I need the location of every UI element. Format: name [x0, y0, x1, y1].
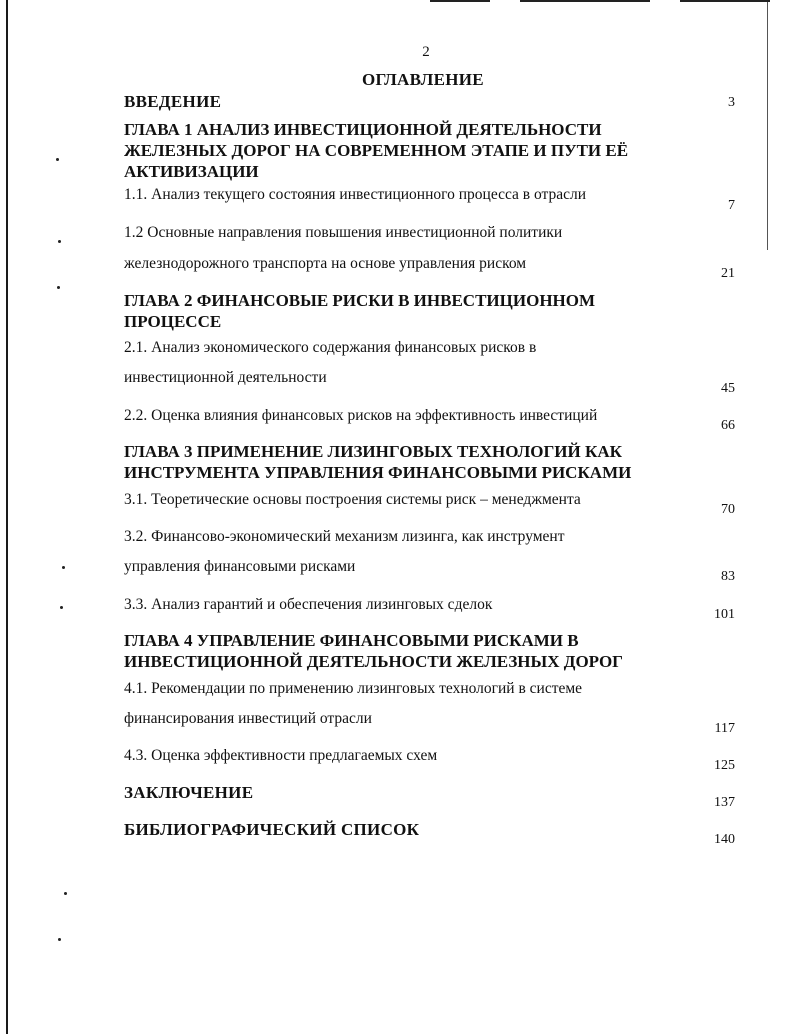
toc-conclusion: ЗАКЛЮЧЕНИЕ: [124, 783, 254, 802]
toc-page-ref: 101: [714, 607, 735, 622]
toc-page-ref: 21: [721, 266, 735, 281]
toc-page-ref: 70: [721, 502, 735, 517]
page-title: ОГЛАВЛЕНИЕ: [362, 70, 484, 89]
toc-page-ref: 140: [714, 832, 735, 847]
toc-section-1-2-line-2: железнодорожного транспорта на основе управления риском: [124, 255, 527, 272]
toc-chapter-2-heading: ГЛАВА 2 ФИНАНСОВЫЕ РИСКИ В ИНВЕСТИЦИОННОМ ПРОЦЕССЕ: [124, 291, 596, 331]
toc-page-ref: 83: [721, 569, 735, 584]
scan-edge-right: [767, 0, 768, 250]
scan-edge-top: [520, 0, 650, 2]
toc-page-ref: 3: [728, 95, 735, 110]
toc-section-4-1-line-1: 4.1. Рекомендации по применению лизинговых технологий в системе: [124, 680, 583, 697]
toc-section-4-1-line-2: финансирования инвестиций отрасли: [124, 710, 372, 727]
toc-section-1-2-line-1: 1.2 Основные направления повышения инвестиционной политики: [124, 224, 563, 241]
scan-edge-top: [680, 0, 770, 2]
scan-edge-top: [430, 0, 490, 2]
toc-page-ref: 117: [714, 721, 735, 736]
toc-section-4-3: 4.3. Оценка эффективности предлагаемых схем: [124, 747, 438, 764]
toc-section-3-2-line-1: 3.2. Финансово-экономический механизм лизинга, как инструмент: [124, 528, 565, 545]
toc-page-ref: 7: [728, 198, 735, 213]
page-number: 2: [422, 44, 430, 60]
toc-section-1-1: 1.1. Анализ текущего состояния инвестиционного процесса в отрасли: [124, 186, 587, 203]
toc-chapter-4-heading: ГЛАВА 4 УПРАВЛЕНИЕ ФИНАНСОВЫМИ РИСКАМИ В ИНВЕСТИЦИОННОЙ ДЕЯТЕЛЬНОСТИ ЖЕЛЕЗНЫХ ДОРОГ: [124, 631, 623, 671]
toc-chapter-3-heading: ГЛАВА 3 ПРИМЕНЕНИЕ ЛИЗИНГОВЫХ ТЕХНОЛОГИЙ КАК ИНСТРУМЕНТА УПРАВЛЕНИЯ ФИНАНСОВЫМИ РИСКАМИ: [124, 442, 632, 482]
scan-speck: [57, 286, 60, 289]
toc-section-2-2: 2.2. Оценка влияния финансовых рисков на эффективность инвестиций: [124, 407, 598, 424]
toc-section-2-1-line-2: инвестиционной деятельности: [124, 369, 327, 386]
toc-page-ref: 125: [714, 758, 735, 773]
toc-chapter-1-heading: ГЛАВА 1 АНАЛИЗ ИНВЕСТИЦИОННОЙ ДЕЯТЕЛЬНОСТИ ЖЕЛЕЗНЫХ ДОРОГ НА СОВРЕМЕННОМ ЭТАПЕ И ПУТИ ЕЁ АКТИВИЗАЦИИ: [124, 120, 629, 181]
toc-intro: ВВЕДЕНИЕ: [124, 92, 222, 111]
toc-page-ref: 66: [721, 418, 735, 433]
scan-speck: [58, 938, 61, 941]
toc-bibliography: БИБЛИОГРАФИЧЕСКИЙ СПИСОК: [124, 820, 420, 839]
scan-speck: [60, 606, 63, 609]
toc-section-3-1: 3.1. Теоретические основы построения системы риск – менеджмента: [124, 491, 581, 508]
scan-speck: [64, 892, 67, 895]
toc-page-ref: 45: [721, 381, 735, 396]
scan-speck: [58, 240, 61, 243]
toc-section-2-1-line-1: 2.1. Анализ экономического содержания финансовых рисков в: [124, 339, 537, 356]
toc-section-3-3: 3.3. Анализ гарантий и обеспечения лизинговых сделок: [124, 596, 493, 613]
scan-edge-left: [6, 0, 8, 1034]
toc-section-3-2-line-2: управления финансовыми рисками: [124, 558, 356, 575]
scan-speck: [56, 158, 59, 161]
toc-page-ref: 137: [714, 795, 735, 810]
scan-speck: [62, 566, 65, 569]
